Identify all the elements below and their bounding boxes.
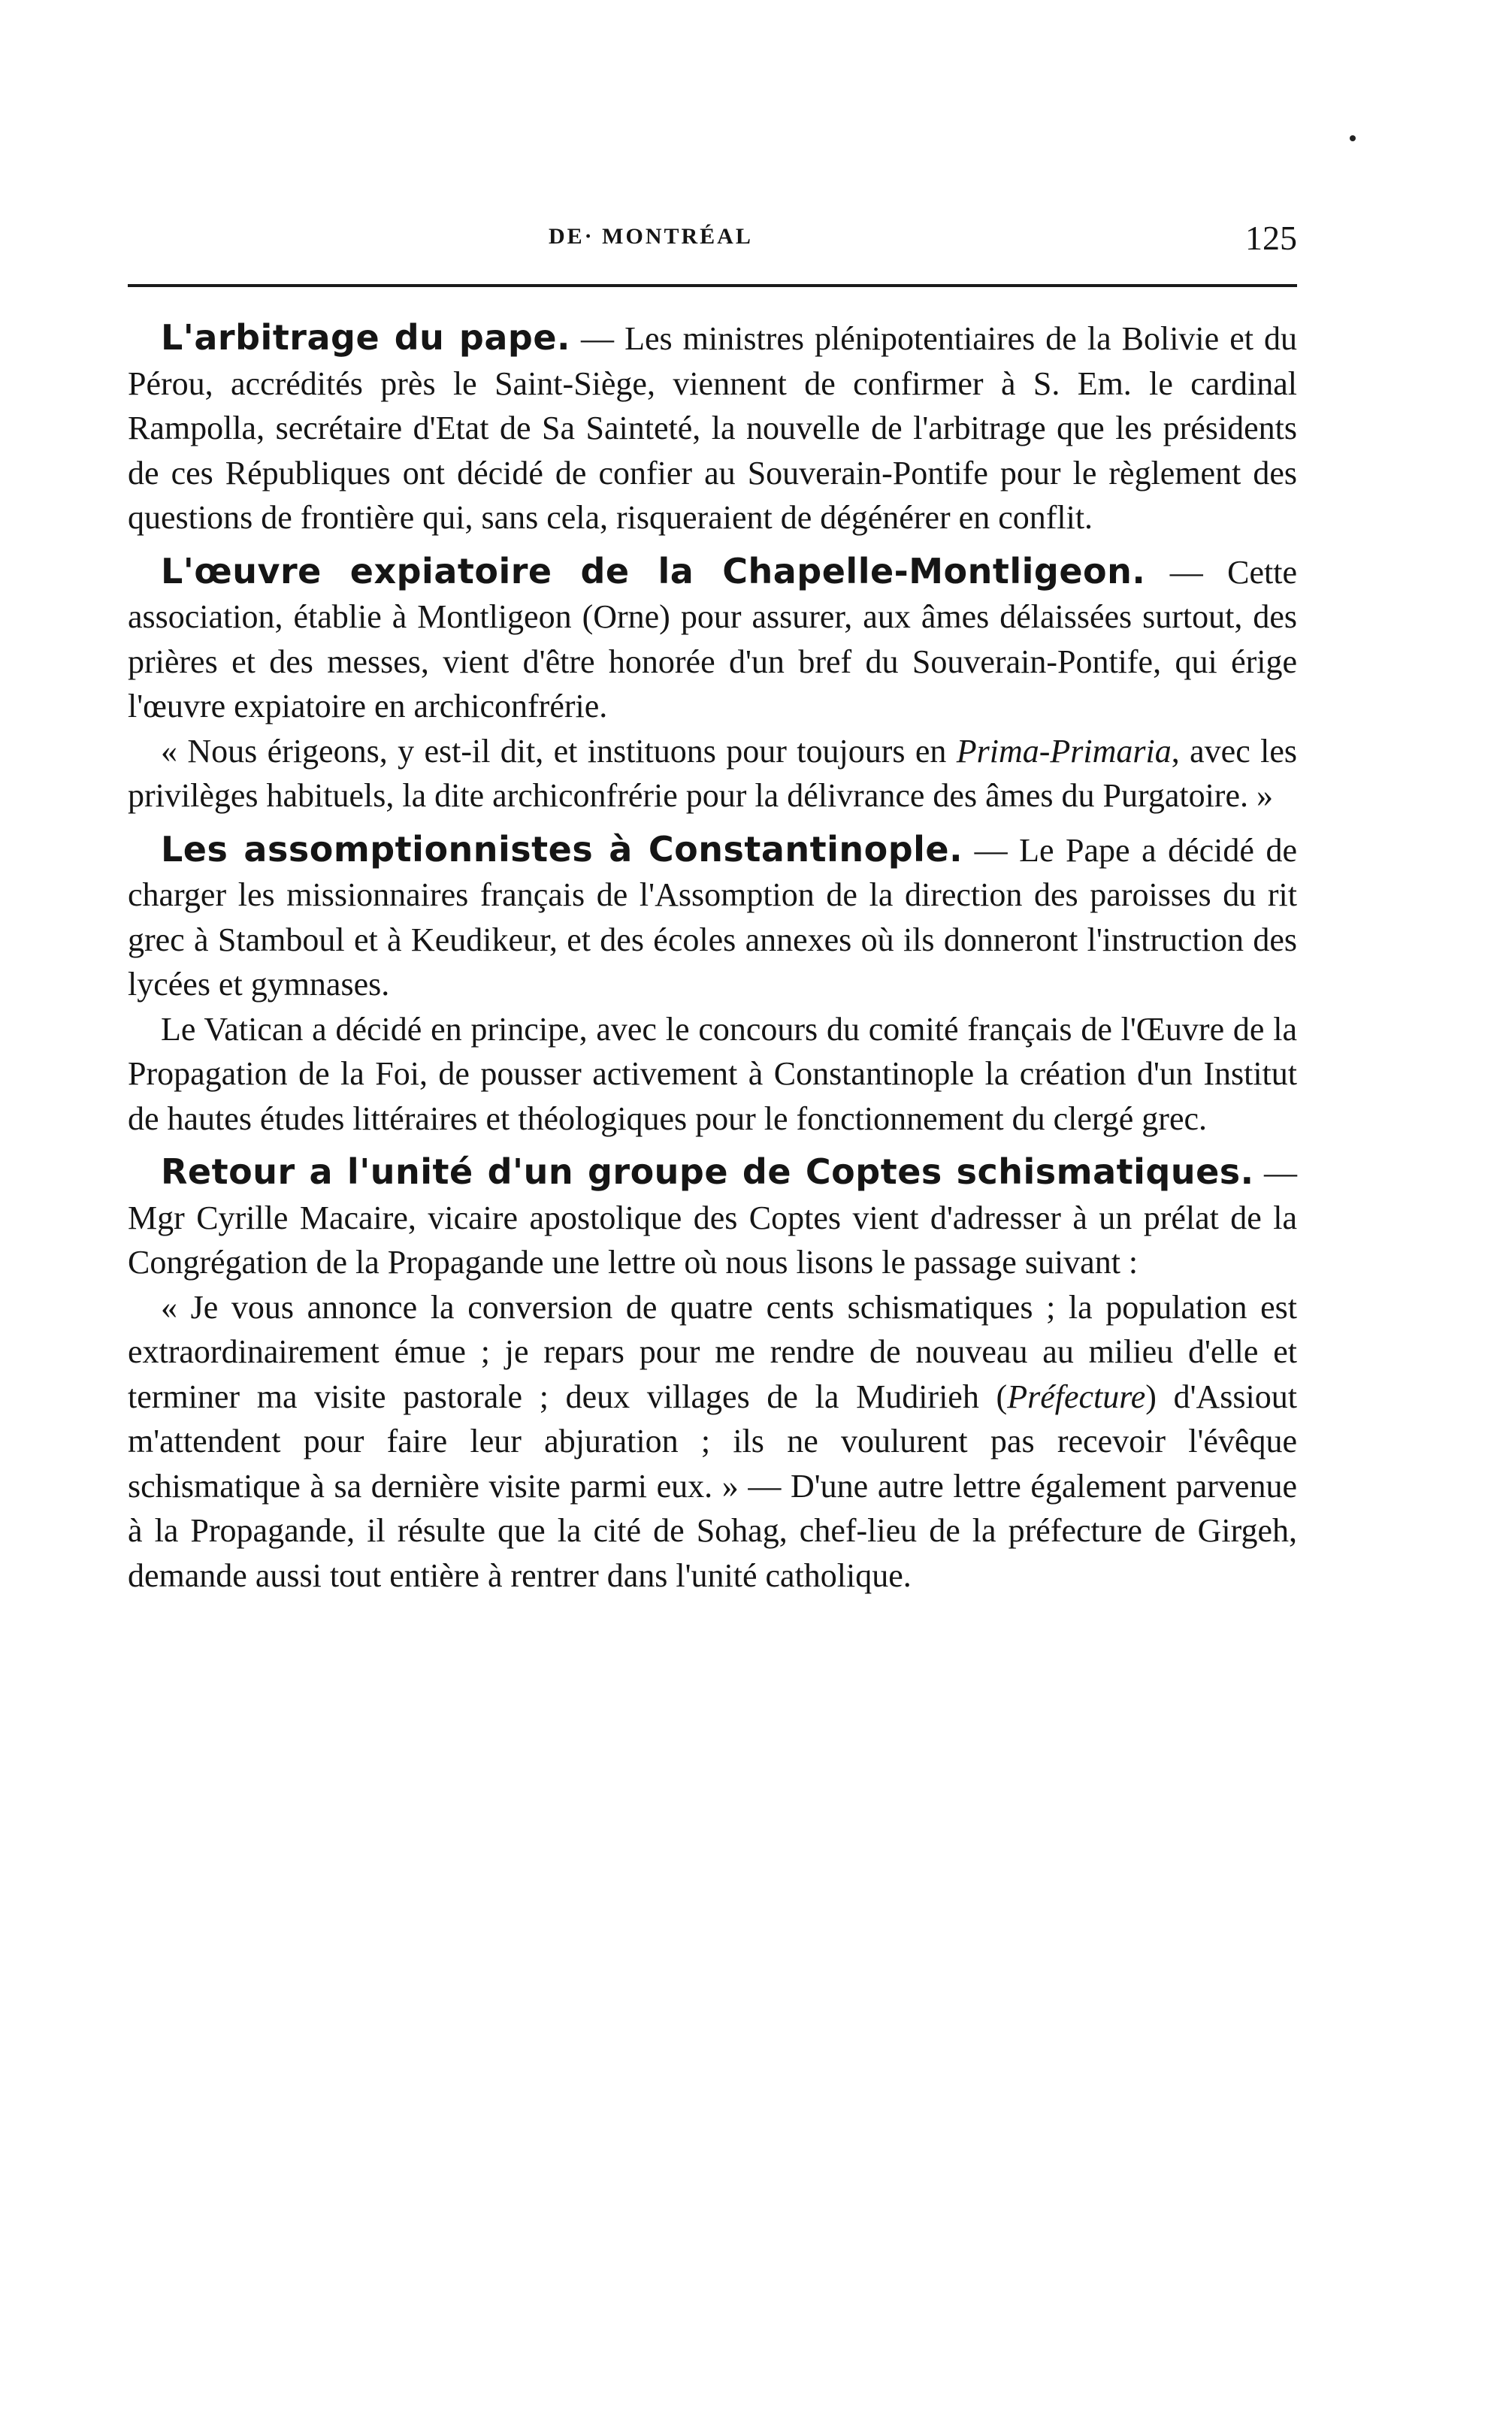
- article-heading: Retour a l'unité d'un groupe de Coptes schismatiques.: [161, 1151, 1254, 1192]
- article-montligeon: [128, 549, 1297, 729]
- article-quote: [128, 729, 1297, 818]
- quote-text: « Je vous annonce la conversion de quatre cents schismatiques ; la population est extraordinairement émue ; je repars pour me rendre de nouveau au milieu d'elle et terminer ma visite pastorale ; deux villages de la Mudirieh (: [128, 1288, 1297, 1415]
- ink-speck: [1350, 135, 1356, 141]
- article-text: — Le Pape a décidé de charger les missionnaires français de l'Assomption de la direction des paroisses du rit grec à Stamboul et à Keudikeur, et des écoles annexes où ils donneront l'instruction des lycées et gymnases.: [128, 831, 1297, 1003]
- article-quote: [128, 1285, 1297, 1599]
- article-coptes: [128, 1150, 1297, 1285]
- article-paragraph: Le Vatican a décidé en principe, avec le concours du comité français de l'Œuvre de la Propagation de la Foi, de pousser activement à Constantinople la création d'un Institut de hautes études littéraires et théologiques pour le fonctionnement du clergé grec.: [128, 1010, 1297, 1137]
- article-assomptionnistes: [128, 827, 1297, 1007]
- page-number: 125: [1245, 219, 1297, 257]
- article-heading: L'œuvre expiatoire de la Chapelle-Montligeon.: [161, 550, 1146, 591]
- quote-italic: Prima-Primaria: [956, 732, 1172, 770]
- article-text: — Cette association, établie à Montligeon (Orne) pour assurer, aux âmes délaissées surtout, des prières et des messes, vient d'être honorée d'un bref du Souverain-Pontife, qui érige l'œuvre expiatoire en archiconfrérie.: [128, 553, 1297, 724]
- quote-text: « Nous érigeons, y est-il dit, et instituons pour toujours en: [161, 732, 957, 770]
- page-body: [128, 316, 1297, 1598]
- page-header: [128, 218, 1297, 271]
- article-heading: L'arbitrage du pape.: [161, 317, 571, 358]
- article-heading: Les assomptionnistes à Constantinople.: [161, 828, 963, 870]
- header-rule: [128, 284, 1297, 287]
- quote-italic: Préfecture: [1007, 1378, 1146, 1415]
- article-text: — Les ministres plénipotentiaires de la Bolivie et du Pérou, accrédités près le Saint-Siège, viennent de confirmer à S. Em. le cardinal Rampolla, secrétaire d'Etat de Sa Sainteté, la nouvelle de l'arbitrage que les présidents de ces Républiques ont décidé de confier au Souverain-Pontife pour le règlement des questions de frontière qui, sans cela, risqueraient de dégénérer en conflit.: [128, 320, 1298, 536]
- article-arbitrage: [128, 316, 1297, 540]
- quote-text: , avec les privilèges habituels, la dite archiconfrérie pour la délivrance des âmes du Purgatoire. »: [128, 732, 1297, 814]
- quote-text: ) d'Assiout m'attendent pour faire leur abjuration ; ils ne voulurent pas recevoir l'évêque schismatique à sa dernière visite parmi eux. » — D'une autre lettre également parvenue à la Propagande, il résulte que la cité de Sohag, chef-lieu de la préfecture de Girgeh, demande aussi tout entière à rentrer dans l'unité catholique.: [128, 1378, 1297, 1594]
- article-text: — Mgr Cyrille Macaire, vicaire apostolique des Coptes vient d'adresser à un prélat de la Congrégation de la Propagande une lettre où nous lisons le passage suivant :: [128, 1154, 1298, 1281]
- running-head: DE· MONTRÉAL: [549, 224, 753, 249]
